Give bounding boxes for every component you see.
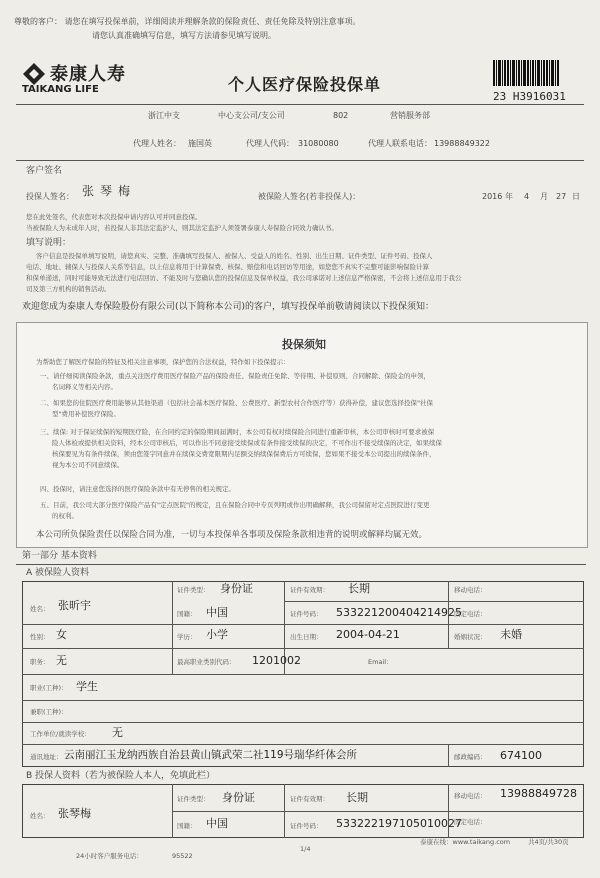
insured-edu-label: 学历： <box>177 633 197 641</box>
section-a-heading: A 被保险人资料 <box>26 568 90 578</box>
welcome-text: 欢迎您成为泰康人寿保险股份有限公司(以下简称本公司)的客户，填写投保单前敬请阅读以下投保须知： <box>22 302 435 312</box>
intro-line-2: 请您认真准确填写信息，填写方法请参见填写说明。 <box>92 31 276 40</box>
insured-gender: 女 <box>56 628 67 641</box>
applicant-sign-label: 投保人签名： <box>26 192 74 201</box>
barcode <box>493 60 559 86</box>
agency-dept: 营销服务部 <box>390 111 430 120</box>
insured-employer-label: 工作单位/就读学校： <box>30 730 91 738</box>
insured-job-code-label: 最高职业类别代码： <box>177 658 236 666</box>
insured-nationality: 中国 <box>206 606 228 619</box>
website: 泰康在线：www.taikang.com <box>420 838 511 846</box>
insured-gender-label: 性别： <box>30 633 50 641</box>
notice-item: 三、续保: 对于保证续保的短期医疗险，在合同约定的保险期间届满时，本公司有权对续保险合同进行重新审核，本公司审核时可要求被保 <box>40 428 435 436</box>
notice-item: 视为本公司不同意续保。 <box>52 461 124 469</box>
insured-nationality-label: 国籍： <box>177 610 197 618</box>
insured-job: 无 <box>56 654 67 667</box>
sign-year-unit: 年 <box>505 192 513 201</box>
insured-id-no-label: 证件号码： <box>290 610 323 618</box>
sign-day: 27 <box>556 192 567 201</box>
agent-code: 31080080 <box>298 139 339 148</box>
insured-id-no: 533221200404214925 <box>336 606 462 619</box>
hotline-number: 95522 <box>172 852 193 860</box>
insured-id-type: 身份证 <box>220 582 253 595</box>
sign-month-unit: 月 <box>540 192 548 201</box>
notice-item: 二、如果您的住院医疗费用能够从其他渠道（包括社会基本医疗保险、公费医疗、新型农村合作医疗等）获得补偿，建议您选择投保"社保 <box>40 399 433 407</box>
notice-item: 四、投保时，请注意您选择的医疗保险条款中有无停售的相关规定。 <box>40 485 235 493</box>
insured-zip-label: 邮政编码： <box>454 753 487 761</box>
agent-phone-label: 代理人联系电话： <box>368 139 432 148</box>
notice-item: 险人体检或提供相关资料，经本公司审核后，可以作出不同意接受续保或有条件接受续保的决定，不可作出不接受续保的决定，如果续保 <box>52 439 442 447</box>
insured-name: 张昕宇 <box>58 599 91 612</box>
barcode-number: 23 H3916031 <box>493 90 566 103</box>
applicant-id-valid-label: 证件有效期： <box>290 795 329 803</box>
insured-birth-label: 出生日期： <box>290 633 323 641</box>
section-b-heading: B 投保人资料（若为被保险人本人，免填此栏） <box>26 771 216 781</box>
insured-marital-label: 婚姻状况： <box>454 633 487 641</box>
insured-part-time-label: 兼职(工种)： <box>30 708 68 716</box>
notice-item: 五、目前，我公司大部分医疗保险产品有"定点医院"的规定，且在保险合同中专页列明或作出明确解释，我公司保留对定点医院进行变更 <box>40 501 430 509</box>
agent-name-label: 代理人姓名： <box>133 139 181 148</box>
applicant-landline-label: 固定电话： <box>454 818 487 826</box>
page-count: 共4页/共30页 <box>528 838 569 846</box>
insured-occupation: 学生 <box>76 680 98 693</box>
insured-id-type-label: 证件类型： <box>177 586 210 594</box>
agent-code-label: 代理人代码： <box>246 139 294 148</box>
notice-item: 型"费用补偿医疗保险。 <box>52 410 120 418</box>
applicant-name: 张琴梅 <box>58 807 91 820</box>
fill-instructions-line-1: 客户信息是投保单填写说明，请您真实、完整、准确填写投保人、被保人、受益人的姓名、性别、出生日期、证件类型、证件号码、投保人 <box>36 252 433 260</box>
insured-address: 云南丽江玉龙纳西族自治县黄山镇武荣二社119号瑞华纤体会所 <box>64 749 358 761</box>
intro-line-1: 尊敬的客户： 请您在填写投保单前，详细阅读并理解条款的保险责任、责任免除及特别注意事项。 <box>14 17 361 26</box>
divider <box>16 160 584 161</box>
agent-name: 施国英 <box>188 139 212 148</box>
hotline-label: 24小时客户服务电话： <box>76 852 143 860</box>
notice-item: 一、请仔细阅读保险条款，重点关注医疗费用医疗保险产品的保险责任、保险责任免除、等待期、补偿原则、合同解除、保险金的申领， <box>40 372 430 380</box>
insured-edu: 小学 <box>206 628 228 641</box>
insured-job-code: 1201002 <box>252 654 301 667</box>
signature-note-1: 您在此处签名，代表您对本次投保申请内容认可并同意投保。 <box>26 213 202 221</box>
applicant-mobile: 13988849728 <box>500 787 577 800</box>
taikang-logo-icon <box>22 62 46 86</box>
sign-day-unit: 日 <box>572 192 580 201</box>
notice-footer: 本公司所负保险责任以保险合同为准，一切与本投保单各事项及保险条款相违背的说明或解释均属无效。 <box>36 530 428 540</box>
notice-item: 核保要见为有条件续保，须由您签字同意并在续保交费宽限期内足额交纳续保保费后方可续保，您如果不接受本公司提出的续保条件， <box>52 450 436 458</box>
divider <box>16 104 584 105</box>
fill-instructions-line-2: 电话、地址、辅保人与投保人关系等信息，以上信息将用于计算保费、核保、赔偿和电话回访等用途，如您您不真实不完整可能影响保险计算 <box>26 263 429 271</box>
applicant-id-no: 533222197105010027 <box>336 817 462 830</box>
signature-heading: 客户签名 <box>26 166 63 176</box>
fill-instructions-heading: 填写说明： <box>26 238 72 248</box>
applicant-signature: 张琴梅 <box>82 184 137 198</box>
insured-mobile-label: 移动电话： <box>454 586 487 594</box>
applicant-id-valid: 长期 <box>346 791 368 804</box>
insured-job-label: 职务： <box>30 658 50 666</box>
notice-item: 名词释义等相关内容。 <box>52 383 117 391</box>
notice-item: 的权利。 <box>52 512 78 520</box>
insured-zip: 674100 <box>500 749 542 762</box>
divider <box>16 564 586 565</box>
page-number: 1/4 <box>300 845 311 853</box>
notice-title: 投保须知 <box>282 338 326 351</box>
agent-phone: 13988849322 <box>434 139 490 148</box>
notice-intro: 为帮助您了解医疗保险的特征及相关注意事项，保护您的合法权益，特作如下投保提示： <box>36 358 290 366</box>
insured-birth: 2004-04-21 <box>336 628 400 641</box>
insured-email-label: Email： <box>368 658 393 666</box>
insured-marital: 未婚 <box>500 628 522 641</box>
form-title: 个人医疗保险投保单 <box>228 75 382 94</box>
insured-occupation-label: 职业(工种)： <box>30 684 68 692</box>
insured-employer: 无 <box>112 726 123 739</box>
brand-name-en: TAIKANG LIFE <box>22 84 99 95</box>
sign-month: 4 <box>524 192 530 201</box>
insured-id-valid-label: 证件有效期： <box>290 586 329 594</box>
sign-year: 2016 <box>482 192 503 201</box>
applicant-id-no-label: 证件号码： <box>290 822 323 830</box>
fill-instructions-line-3: 和保单递送，同时可能导致无法进行电话回访、不能及时与您确认您的投保信息及保单权益，我公司承诺对上述信息严格保密，不会将上述信息用于我公 <box>26 274 462 282</box>
insured-name-label: 姓名： <box>30 605 50 613</box>
insured-address-label: 通讯地址： <box>30 753 63 761</box>
insured-id-valid: 长期 <box>348 582 370 595</box>
agency-branch: 浙江中支 <box>148 111 180 120</box>
signature-note-2: 当被保险人为未成年人时，若投保人非其法定监护人，则其法定监护人须签署泰康人寿保险合同效力确认书。 <box>26 224 338 232</box>
applicant-id-type-label: 证件类型： <box>177 795 210 803</box>
brand-name-cn: 泰康人寿 <box>50 64 126 85</box>
insured-sign-label: 被保险人签名(若非投保人)： <box>258 192 361 201</box>
applicant-id-type: 身份证 <box>222 791 255 804</box>
fill-instructions-line-4: 司及第三方机构的销售活动。 <box>26 285 111 293</box>
applicant-nationality-label: 国籍： <box>177 822 197 830</box>
insured-landline-label: 固定电话： <box>454 610 487 618</box>
agency-center-label: 中心支公司/支公司 <box>218 111 285 120</box>
applicant-mobile-label: 移动电话： <box>454 792 487 800</box>
applicant-nationality: 中国 <box>206 817 228 830</box>
agency-code: 802 <box>333 111 349 120</box>
applicant-name-label: 姓名： <box>30 812 50 820</box>
part1-heading: 第一部分 基本资料 <box>22 551 97 561</box>
